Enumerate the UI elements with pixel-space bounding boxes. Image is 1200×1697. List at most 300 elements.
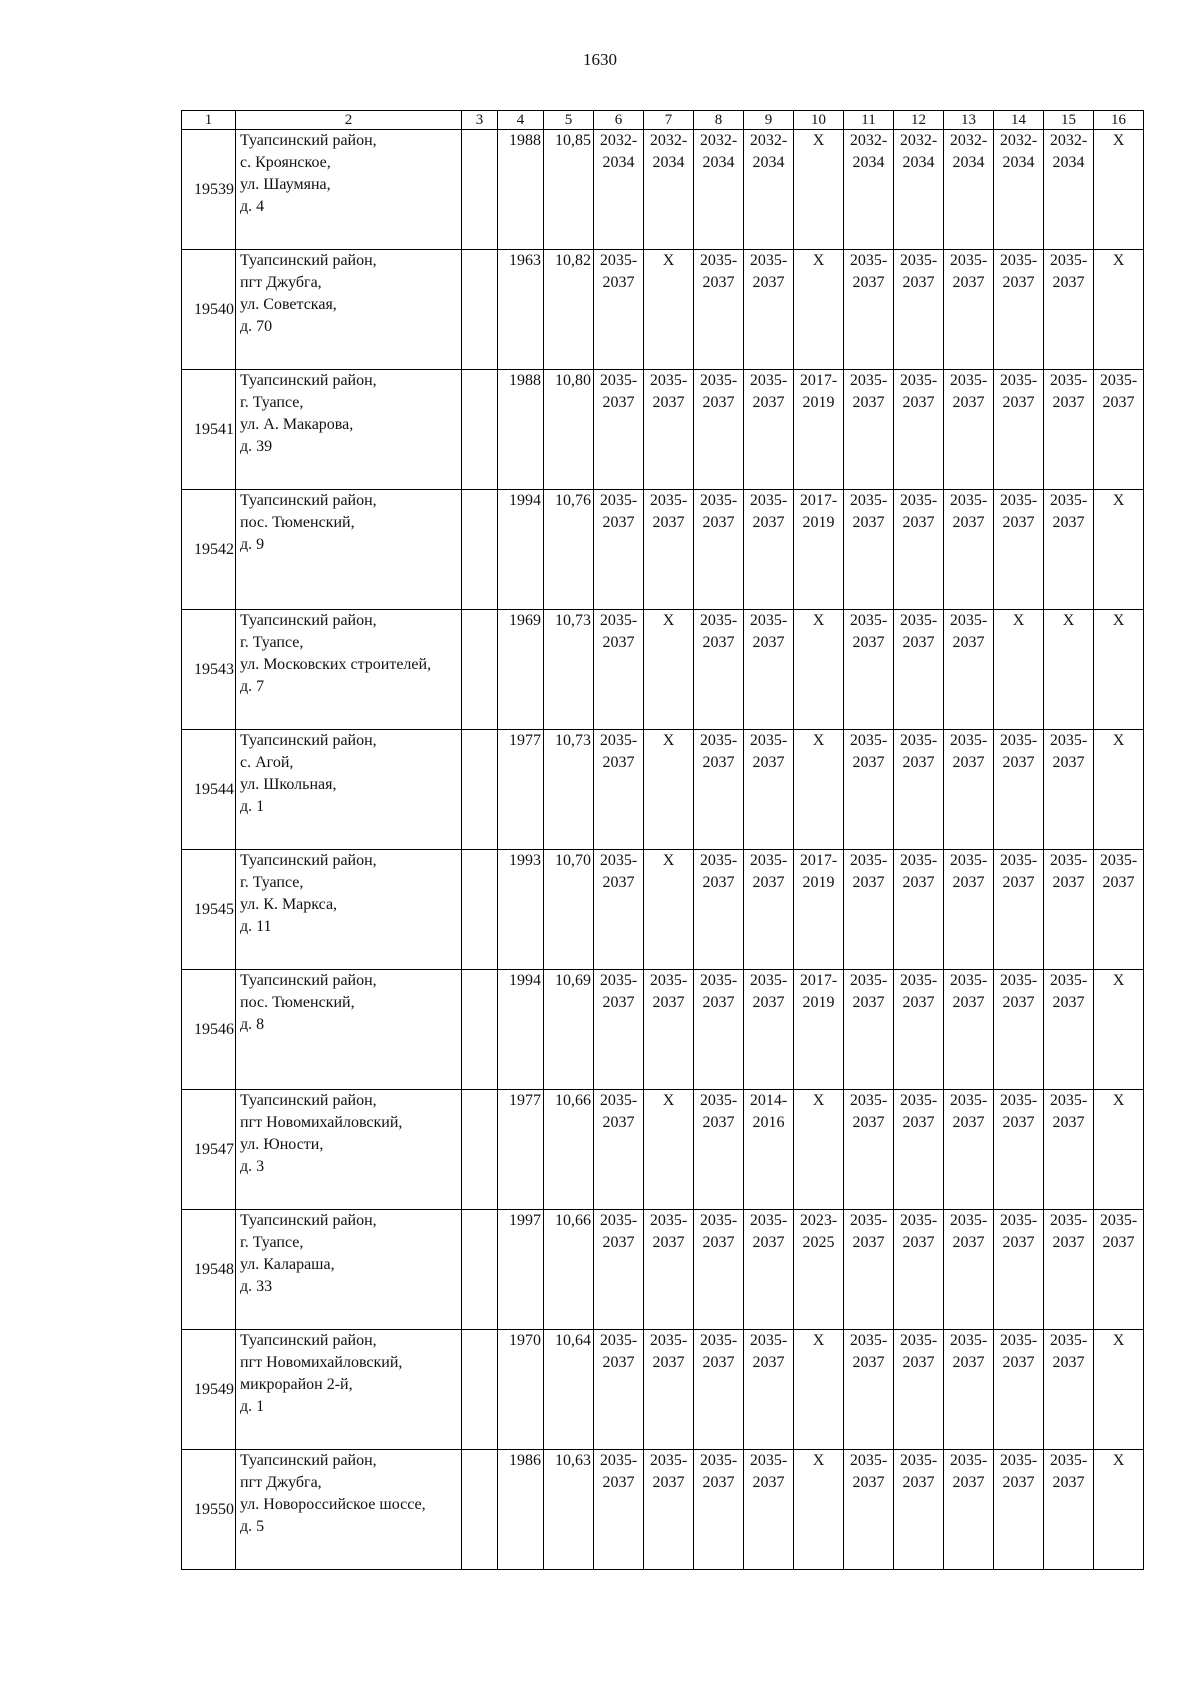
- period-cell-col-6: [594, 1210, 644, 1330]
- value-cell: 10,66: [544, 1090, 594, 1210]
- record-number: 19547: [182, 1090, 236, 1210]
- period-cell-col-8: [694, 1450, 744, 1570]
- period-cell-col-13: [944, 1090, 994, 1210]
- period-cell-col-13: [944, 370, 994, 490]
- address-line: д. 8: [240, 1016, 265, 1033]
- column-3-cell: [462, 970, 498, 1090]
- period-line: 2035-: [699, 1452, 738, 1469]
- period-line: 2035-: [599, 1332, 638, 1349]
- record-number: 19548: [182, 1210, 236, 1330]
- period-cell-col-6: [594, 1090, 644, 1210]
- period-cell-col-6: [594, 1450, 644, 1570]
- period-line: 2035-: [1049, 732, 1088, 749]
- address-line: д. 39: [240, 438, 273, 455]
- period-line: 2037: [752, 394, 785, 411]
- address-line: Туапсинский район,: [240, 852, 377, 869]
- period-cell-col-12: [894, 250, 944, 370]
- period-cell-col-7: [644, 1450, 694, 1570]
- period-line: 2035-: [649, 1212, 688, 1229]
- period-line: 2035-: [949, 1212, 988, 1229]
- table-row: [182, 130, 1144, 250]
- period-line: 2037: [1102, 874, 1135, 891]
- period-line: 2032-: [699, 132, 738, 149]
- period-line: 2037: [1052, 514, 1085, 531]
- period-cell-col-6: [594, 130, 644, 250]
- period-cell-col-7: [644, 1210, 694, 1330]
- period-line: 2037: [852, 514, 885, 531]
- address-cell: [236, 490, 462, 610]
- period-cell-col-9: [744, 730, 794, 850]
- period-cell-col-12: [894, 370, 944, 490]
- period-line: 2035-: [949, 1092, 988, 1109]
- period-cell-col-15: [1044, 130, 1094, 250]
- address-line: г. Туапсе,: [240, 874, 304, 891]
- period-line: 2032-: [599, 132, 638, 149]
- period-line: 2037: [602, 994, 635, 1011]
- period-line: 2037: [952, 874, 985, 891]
- address-line: д. 4: [240, 198, 265, 215]
- period-line: 2035-: [849, 1212, 888, 1229]
- period-line: 2037: [652, 1234, 685, 1251]
- period-cell-col-15: [1044, 730, 1094, 850]
- register-table: [181, 110, 1144, 1570]
- period-cell-col-6: [594, 970, 644, 1090]
- period-line: 2035-: [849, 852, 888, 869]
- period-cell-col-8: [694, 1330, 744, 1450]
- period-line: 2037: [702, 994, 735, 1011]
- period-line: 2037: [752, 1354, 785, 1371]
- period-line: 2032-: [949, 132, 988, 149]
- period-line: 2025: [802, 1234, 835, 1251]
- column-number-8: 8: [694, 111, 744, 130]
- period-line: 2037: [852, 994, 885, 1011]
- period-line: 2037: [602, 1354, 635, 1371]
- period-cell-col-8: [694, 730, 744, 850]
- period-cell-col-13: [944, 490, 994, 610]
- period-line: 2035-: [749, 1212, 788, 1229]
- period-line: 2019: [802, 514, 835, 531]
- value-cell: 10,66: [544, 1210, 594, 1330]
- period-cell-col-9: [744, 130, 794, 250]
- period-line: 2035-: [899, 252, 938, 269]
- period-line: 2032-: [899, 132, 938, 149]
- period-line: 2035-: [1049, 1452, 1088, 1469]
- period-line: 2037: [1002, 274, 1035, 291]
- record-number: 19540: [182, 250, 236, 370]
- period-line: 2037: [902, 394, 935, 411]
- period-line: 2035-: [599, 852, 638, 869]
- address-line: микрорайон 2-й,: [240, 1376, 353, 1393]
- period-line: 2014-: [749, 1092, 788, 1109]
- period-cell-col-10: [794, 1450, 844, 1570]
- period-line: 2035-: [949, 612, 988, 629]
- period-line: 2037: [602, 274, 635, 291]
- address-line: Туапсинский район,: [240, 1332, 377, 1349]
- address-line: Туапсинский район,: [240, 732, 377, 749]
- period-cell-col-15: [1044, 970, 1094, 1090]
- period-line: 2037: [702, 1234, 735, 1251]
- period-cell-col-10: [794, 1330, 844, 1450]
- period-cell-col-8: [694, 490, 744, 610]
- period-line: 2035-: [1049, 1092, 1088, 1109]
- address-cell: [236, 250, 462, 370]
- record-number: 19549: [182, 1330, 236, 1450]
- period-cell-col-7: [644, 1330, 694, 1450]
- period-line: 2037: [852, 274, 885, 291]
- period-line: 2037: [602, 394, 635, 411]
- period-line: 2037: [952, 274, 985, 291]
- period-cell-col-13: [944, 730, 994, 850]
- period-line: 2035-: [599, 252, 638, 269]
- period-line: 2035-: [699, 1212, 738, 1229]
- period-line: 2019: [802, 394, 835, 411]
- period-cell-col-9: [744, 610, 794, 730]
- period-line: 2016: [752, 1114, 785, 1131]
- period-cell-col-12: [894, 730, 944, 850]
- period-line: 2035-: [749, 492, 788, 509]
- period-line: 2035-: [999, 972, 1038, 989]
- period-cell-col-15: [1044, 1330, 1094, 1450]
- period-line: 2037: [602, 514, 635, 531]
- period-cell-col-8: [694, 1090, 744, 1210]
- period-line: 2035-: [999, 252, 1038, 269]
- record-number: 19546: [182, 970, 236, 1090]
- period-cell-col-14: [994, 1450, 1044, 1570]
- address-cell: [236, 610, 462, 730]
- page-number: 1630: [583, 50, 617, 69]
- period-cell-col-7: [644, 1090, 694, 1210]
- column-3-cell: [462, 1210, 498, 1330]
- period-line: 2035-: [699, 1332, 738, 1349]
- column-number-1: 1: [182, 111, 236, 130]
- period-cell-col-9: [744, 1330, 794, 1450]
- period-cell-col-10: [794, 130, 844, 250]
- period-cell-col-6: [594, 730, 644, 850]
- table-row: [182, 1450, 1144, 1570]
- table-row: [182, 250, 1144, 370]
- period-cell-col-12: [894, 1090, 944, 1210]
- period-line: 2037: [952, 994, 985, 1011]
- column-number-13: 13: [944, 111, 994, 130]
- period-cell-col-16: [1094, 1450, 1144, 1570]
- address-cell: [236, 1090, 462, 1210]
- period-line: 2035-: [849, 612, 888, 629]
- period-line: 2034: [1052, 154, 1085, 171]
- record-number: 19539: [182, 130, 236, 250]
- period-line: Х: [1012, 612, 1025, 629]
- period-cell-col-13: [944, 130, 994, 250]
- period-cell-col-11: [844, 1450, 894, 1570]
- period-cell-col-13: [944, 1210, 994, 1330]
- period-cell-col-13: [944, 610, 994, 730]
- period-line: 2035-: [849, 252, 888, 269]
- period-cell-col-16: [1094, 1210, 1144, 1330]
- period-cell-col-11: [844, 610, 894, 730]
- period-cell-col-11: [844, 730, 894, 850]
- period-line: 2037: [752, 634, 785, 651]
- period-line: 2035-: [949, 972, 988, 989]
- period-cell-col-10: [794, 610, 844, 730]
- address-line: ул. К. Маркса,: [240, 896, 338, 913]
- period-line: 2037: [1002, 1354, 1035, 1371]
- period-cell-col-12: [894, 1210, 944, 1330]
- period-cell-col-8: [694, 130, 744, 250]
- period-line: 2037: [902, 874, 935, 891]
- period-line: 2035-: [999, 1332, 1038, 1349]
- period-cell-col-11: [844, 490, 894, 610]
- period-cell-col-16: [1094, 970, 1144, 1090]
- period-line: 2035-: [699, 612, 738, 629]
- period-cell-col-12: [894, 1450, 944, 1570]
- period-cell-col-14: [994, 1210, 1044, 1330]
- table-row: [182, 1210, 1144, 1330]
- period-line: 2035-: [699, 852, 738, 869]
- period-cell-col-9: [744, 970, 794, 1090]
- period-line: 2035-: [599, 1212, 638, 1229]
- year-cell: 1993: [498, 850, 544, 970]
- period-line: 2037: [952, 1474, 985, 1491]
- period-cell-col-14: [994, 370, 1044, 490]
- year-cell: 1977: [498, 730, 544, 850]
- period-cell-col-10: [794, 250, 844, 370]
- period-line: 2037: [1052, 874, 1085, 891]
- period-line: 2037: [1052, 1354, 1085, 1371]
- period-line: 2037: [652, 1474, 685, 1491]
- period-line: 2035-: [649, 972, 688, 989]
- period-line: 2035-: [899, 852, 938, 869]
- period-line: 2035-: [1049, 1212, 1088, 1229]
- period-line: 2035-: [699, 732, 738, 749]
- period-cell-col-9: [744, 1090, 794, 1210]
- column-3-cell: [462, 130, 498, 250]
- period-cell-col-7: [644, 130, 694, 250]
- period-line: 2037: [702, 874, 735, 891]
- period-line: 2037: [1052, 1474, 1085, 1491]
- period-cell-col-13: [944, 250, 994, 370]
- period-cell-col-11: [844, 1330, 894, 1450]
- column-number-14: 14: [994, 111, 1044, 130]
- value-cell: 10,73: [544, 610, 594, 730]
- period-line: 2035-: [649, 1332, 688, 1349]
- period-line: 2035-: [849, 1452, 888, 1469]
- period-line: Х: [1062, 612, 1075, 629]
- period-cell-col-8: [694, 850, 744, 970]
- column-number-16: 16: [1094, 111, 1144, 130]
- address-cell: [236, 850, 462, 970]
- period-line: 2037: [1002, 1114, 1035, 1131]
- period-line: 2037: [1102, 1234, 1135, 1251]
- period-cell-col-11: [844, 370, 894, 490]
- column-3-cell: [462, 610, 498, 730]
- period-line: 2032-: [849, 132, 888, 149]
- address-line: Туапсинский район,: [240, 1452, 377, 1469]
- period-line: 2037: [602, 1114, 635, 1131]
- period-line: 2035-: [949, 372, 988, 389]
- period-cell-col-16: [1094, 250, 1144, 370]
- period-cell-col-14: [994, 970, 1044, 1090]
- period-line: 2035-: [749, 252, 788, 269]
- period-line: 2037: [752, 514, 785, 531]
- period-cell-col-7: [644, 970, 694, 1090]
- period-line: 2035-: [599, 492, 638, 509]
- period-line: 2037: [852, 1474, 885, 1491]
- column-3-cell: [462, 250, 498, 370]
- address-line: Туапсинский район,: [240, 252, 377, 269]
- period-cell-col-16: [1094, 130, 1144, 250]
- period-line: 2035-: [849, 972, 888, 989]
- record-number: 19550: [182, 1450, 236, 1570]
- address-line: Туапсинский район,: [240, 372, 377, 389]
- period-cell-col-10: [794, 490, 844, 610]
- address-line: д. 33: [240, 1278, 273, 1295]
- value-cell: 10,73: [544, 730, 594, 850]
- period-cell-col-16: [1094, 850, 1144, 970]
- period-line: 2017-: [799, 372, 838, 389]
- period-line: 2037: [1002, 1474, 1035, 1491]
- column-number-7: 7: [644, 111, 694, 130]
- period-line: 2037: [1102, 394, 1135, 411]
- period-line: 2035-: [949, 852, 988, 869]
- period-line: 2032-: [749, 132, 788, 149]
- period-line: 2035-: [899, 492, 938, 509]
- address-line: пгт Новомихайловский,: [240, 1114, 403, 1131]
- table-row: [182, 490, 1144, 610]
- period-line: 2035-: [849, 732, 888, 749]
- period-line: 2037: [702, 514, 735, 531]
- period-line: 2037: [1052, 994, 1085, 1011]
- period-line: Х: [1112, 492, 1125, 509]
- period-cell-col-15: [1044, 1450, 1094, 1570]
- period-line: 2035-: [649, 372, 688, 389]
- period-line: 2035-: [699, 972, 738, 989]
- period-line: 2037: [902, 514, 935, 531]
- period-cell-col-7: [644, 490, 694, 610]
- address-cell: [236, 970, 462, 1090]
- period-line: 2035-: [949, 252, 988, 269]
- period-cell-col-12: [894, 610, 944, 730]
- address-line: д. 5: [240, 1518, 265, 1535]
- address-line: ул. А. Макарова,: [240, 416, 354, 433]
- column-number-5: 5: [544, 111, 594, 130]
- address-line: пгт Джубга,: [240, 274, 322, 291]
- period-line: 2034: [902, 154, 935, 171]
- period-cell-col-14: [994, 850, 1044, 970]
- period-cell-col-9: [744, 490, 794, 610]
- period-line: 2037: [752, 754, 785, 771]
- value-cell: 10,64: [544, 1330, 594, 1450]
- period-cell-col-16: [1094, 370, 1144, 490]
- period-line: 2035-: [599, 732, 638, 749]
- period-cell-col-8: [694, 1210, 744, 1330]
- period-line: 2037: [602, 634, 635, 651]
- period-line: 2035-: [899, 372, 938, 389]
- table-row: [182, 370, 1144, 490]
- period-line: 2035-: [999, 852, 1038, 869]
- table-row: [182, 730, 1144, 850]
- period-line: 2035-: [749, 612, 788, 629]
- period-line: Х: [1112, 732, 1125, 749]
- period-line: 2037: [702, 274, 735, 291]
- period-line: 2035-: [749, 1332, 788, 1349]
- period-cell-col-14: [994, 610, 1044, 730]
- year-cell: 1988: [498, 370, 544, 490]
- period-cell-col-11: [844, 970, 894, 1090]
- period-line: Х: [1112, 972, 1125, 989]
- period-line: 2037: [1052, 1114, 1085, 1131]
- period-cell-col-14: [994, 1090, 1044, 1210]
- period-cell-col-15: [1044, 250, 1094, 370]
- period-cell-col-6: [594, 850, 644, 970]
- period-line: 2037: [1002, 754, 1035, 771]
- column-number-12: 12: [894, 111, 944, 130]
- period-line: 2035-: [749, 1452, 788, 1469]
- period-cell-col-16: [1094, 730, 1144, 850]
- period-line: 2037: [702, 1354, 735, 1371]
- period-line: 2035-: [699, 372, 738, 389]
- period-line: 2035-: [899, 972, 938, 989]
- record-number: 19542: [182, 490, 236, 610]
- column-number-15: 15: [1044, 111, 1094, 130]
- record-number: 19541: [182, 370, 236, 490]
- period-line: 2032-: [649, 132, 688, 149]
- period-line: 2037: [952, 1114, 985, 1131]
- period-cell-col-14: [994, 1330, 1044, 1450]
- period-line: 2034: [652, 154, 685, 171]
- period-line: 2037: [752, 1234, 785, 1251]
- period-line: 2019: [802, 874, 835, 891]
- address-cell: [236, 1210, 462, 1330]
- period-cell-col-16: [1094, 1330, 1144, 1450]
- period-line: 2035-: [999, 1212, 1038, 1229]
- period-line: 2035-: [899, 1332, 938, 1349]
- period-line: 2035-: [1049, 972, 1088, 989]
- column-3-cell: [462, 490, 498, 610]
- period-line: 2034: [952, 154, 985, 171]
- period-line: 2035-: [899, 1212, 938, 1229]
- address-line: ул. Московских строителей,: [240, 656, 432, 673]
- period-cell-col-11: [844, 1210, 894, 1330]
- period-line: 2035-: [949, 1452, 988, 1469]
- period-line: 2017-: [799, 972, 838, 989]
- period-line: 2037: [752, 994, 785, 1011]
- period-line: 2035-: [749, 852, 788, 869]
- column-3-cell: [462, 1330, 498, 1450]
- address-cell: [236, 370, 462, 490]
- period-line: 2037: [1002, 394, 1035, 411]
- column-3-cell: [462, 1090, 498, 1210]
- address-line: ул. Советская,: [240, 296, 337, 313]
- period-line: 2037: [952, 514, 985, 531]
- period-cell-col-12: [894, 970, 944, 1090]
- period-line: 2035-: [599, 972, 638, 989]
- period-line: 2037: [752, 274, 785, 291]
- period-cell-col-15: [1044, 370, 1094, 490]
- period-line: 2035-: [699, 1092, 738, 1109]
- period-line: 2037: [702, 394, 735, 411]
- address-line: с. Кроянское,: [240, 154, 331, 171]
- period-line: 2037: [852, 1354, 885, 1371]
- period-line: 2037: [852, 634, 885, 651]
- period-line: 2037: [602, 754, 635, 771]
- period-line: 2037: [952, 394, 985, 411]
- address-line: пос. Тюменский,: [240, 994, 355, 1011]
- period-cell-col-6: [594, 490, 644, 610]
- period-line: 2037: [652, 514, 685, 531]
- period-line: 2037: [652, 394, 685, 411]
- period-line: 2017-: [799, 852, 838, 869]
- period-line: 2037: [752, 874, 785, 891]
- period-line: 2037: [652, 994, 685, 1011]
